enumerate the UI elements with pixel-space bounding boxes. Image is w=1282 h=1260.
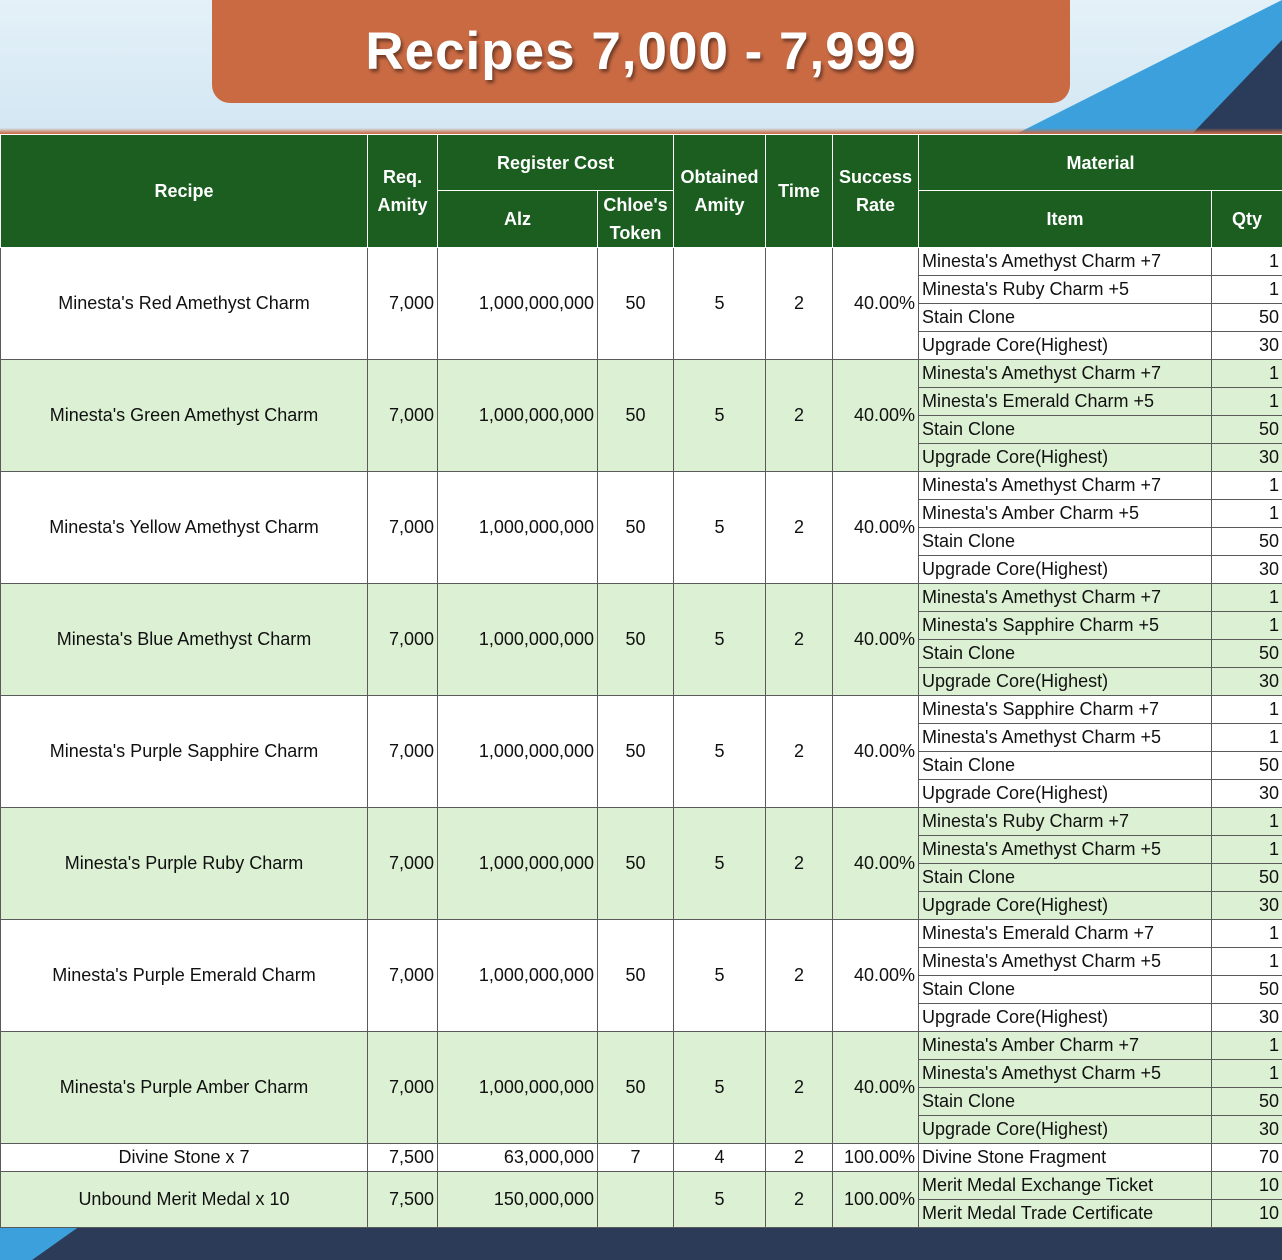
material-item-cell: Minesta's Amethyst Charm +7 — [919, 248, 1212, 276]
table-row — [1, 1032, 1282, 1060]
material-qty-cell: 30 — [1212, 444, 1282, 472]
header-chloe-line2: Token — [609, 223, 662, 243]
material-item-cell: Minesta's Amber Charm +7 — [919, 1032, 1212, 1060]
chloes-token-cell: 50 — [598, 472, 674, 584]
material-item-cell: Minesta's Amber Charm +5 — [919, 500, 1212, 528]
obtained-amity-cell: 5 — [674, 1172, 766, 1228]
recipe-name-cell: Minesta's Purple Amber Charm — [1, 1032, 368, 1144]
table-row — [1, 808, 1282, 836]
time-cell: 2 — [766, 1172, 833, 1228]
recipe-name-cell: Divine Stone x 7 — [1, 1144, 368, 1172]
chloes-token-cell: 50 — [598, 920, 674, 1032]
chloes-token-cell: 50 — [598, 248, 674, 360]
obtained-amity-cell: 5 — [674, 1032, 766, 1144]
header-register-cost: Register Cost — [438, 135, 674, 191]
time-cell: 2 — [766, 472, 833, 584]
recipes-table — [0, 134, 1282, 1228]
material-item-cell: Minesta's Emerald Charm +5 — [919, 388, 1212, 416]
req-amity-cell: 7,000 — [368, 472, 438, 584]
table-row — [1, 696, 1282, 724]
header-item: Item — [919, 191, 1212, 248]
material-item-cell: Minesta's Sapphire Charm +7 — [919, 696, 1212, 724]
table-row — [1, 248, 1282, 276]
material-qty-cell: 10 — [1212, 1200, 1282, 1228]
time-cell: 2 — [766, 360, 833, 472]
material-item-cell: Minesta's Ruby Charm +5 — [919, 276, 1212, 304]
header-success-line1: Success — [838, 167, 913, 187]
material-qty-cell: 10 — [1212, 1172, 1282, 1200]
material-item-cell: Stain Clone — [919, 1088, 1212, 1116]
material-item-cell: Upgrade Core(Highest) — [919, 668, 1212, 696]
req-amity-cell: 7,000 — [368, 248, 438, 360]
material-item-cell: Divine Stone Fragment — [919, 1144, 1212, 1172]
material-item-cell: Minesta's Emerald Charm +7 — [919, 920, 1212, 948]
material-item-cell: Stain Clone — [919, 752, 1212, 780]
header-chloe-line1: Chloe's — [603, 195, 668, 215]
req-amity-cell: 7,500 — [368, 1144, 438, 1172]
material-qty-cell: 1 — [1212, 360, 1282, 388]
success-rate-cell: 40.00% — [833, 584, 919, 696]
obtained-amity-cell: 5 — [674, 920, 766, 1032]
req-amity-cell: 7,000 — [368, 920, 438, 1032]
material-item-cell: Merit Medal Trade Certificate — [919, 1200, 1212, 1228]
material-item-cell: Stain Clone — [919, 864, 1212, 892]
alz-cost-cell: 1,000,000,000 — [438, 808, 598, 920]
page-title: Recipes 7,000 - 7,999 — [365, 22, 917, 81]
header-req-amity-line1: Req. — [382, 167, 422, 187]
req-amity-cell: 7,000 — [368, 696, 438, 808]
material-item-cell: Upgrade Core(Highest) — [919, 892, 1212, 920]
header-req-amity — [368, 135, 438, 248]
material-qty-cell: 1 — [1212, 248, 1282, 276]
material-item-cell: Minesta's Amethyst Charm +7 — [919, 360, 1212, 388]
material-qty-cell: 1 — [1212, 472, 1282, 500]
success-rate-cell: 100.00% — [833, 1172, 919, 1228]
time-cell: 2 — [766, 248, 833, 360]
recipe-name-cell: Minesta's Purple Emerald Charm — [1, 920, 368, 1032]
material-qty-cell: 1 — [1212, 808, 1282, 836]
header-alz: Alz — [438, 191, 598, 248]
success-rate-cell: 100.00% — [833, 1144, 919, 1172]
req-amity-cell: 7,000 — [368, 808, 438, 920]
material-qty-cell: 30 — [1212, 892, 1282, 920]
time-cell: 2 — [766, 808, 833, 920]
table-row — [1, 360, 1282, 388]
table-row — [1, 472, 1282, 500]
success-rate-cell: 40.00% — [833, 696, 919, 808]
material-item-cell: Minesta's Amethyst Charm +5 — [919, 724, 1212, 752]
success-rate-cell: 40.00% — [833, 360, 919, 472]
material-qty-cell: 50 — [1212, 416, 1282, 444]
req-amity-cell: 7,000 — [368, 360, 438, 472]
material-qty-cell: 1 — [1212, 948, 1282, 976]
material-qty-cell: 50 — [1212, 528, 1282, 556]
alz-cost-cell: 1,000,000,000 — [438, 1032, 598, 1144]
material-qty-cell: 1 — [1212, 1060, 1282, 1088]
obtained-amity-cell: 5 — [674, 248, 766, 360]
success-rate-cell: 40.00% — [833, 808, 919, 920]
material-item-cell: Stain Clone — [919, 528, 1212, 556]
chloes-token-cell: 50 — [598, 360, 674, 472]
material-item-cell: Minesta's Amethyst Charm +5 — [919, 948, 1212, 976]
material-qty-cell: 50 — [1212, 1088, 1282, 1116]
material-item-cell: Stain Clone — [919, 304, 1212, 332]
obtained-amity-cell: 4 — [674, 1144, 766, 1172]
recipe-name-cell: Minesta's Blue Amethyst Charm — [1, 584, 368, 696]
material-qty-cell: 1 — [1212, 500, 1282, 528]
header-qty: Qty — [1212, 191, 1282, 248]
req-amity-cell: 7,500 — [368, 1172, 438, 1228]
material-item-cell: Upgrade Core(Highest) — [919, 1004, 1212, 1032]
time-cell: 2 — [766, 1032, 833, 1144]
material-item-cell: Upgrade Core(Highest) — [919, 332, 1212, 360]
obtained-amity-cell: 5 — [674, 472, 766, 584]
background-bottom — [0, 1226, 1282, 1260]
obtained-amity-cell: 5 — [674, 584, 766, 696]
material-item-cell: Stain Clone — [919, 640, 1212, 668]
recipe-name-cell: Minesta's Yellow Amethyst Charm — [1, 472, 368, 584]
chloes-token-cell — [598, 1172, 674, 1228]
header-success-line2: Rate — [855, 195, 895, 215]
obtained-amity-cell: 5 — [674, 696, 766, 808]
header-req-amity-line2: Amity — [377, 195, 428, 215]
success-rate-cell: 40.00% — [833, 472, 919, 584]
material-qty-cell: 30 — [1212, 780, 1282, 808]
header-time: Time — [766, 135, 833, 248]
material-qty-cell: 50 — [1212, 752, 1282, 780]
alz-cost-cell: 150,000,000 — [438, 1172, 598, 1228]
chloes-token-cell: 50 — [598, 584, 674, 696]
material-qty-cell: 50 — [1212, 864, 1282, 892]
recipe-name-cell: Minesta's Purple Sapphire Charm — [1, 696, 368, 808]
table-row — [1, 584, 1282, 612]
material-item-cell: Minesta's Amethyst Charm +7 — [919, 472, 1212, 500]
material-qty-cell: 70 — [1212, 1144, 1282, 1172]
chloes-token-cell: 50 — [598, 696, 674, 808]
recipe-name-cell: Minesta's Red Amethyst Charm — [1, 248, 368, 360]
chloes-token-cell: 50 — [598, 808, 674, 920]
header-obtained-line1: Obtained — [680, 167, 759, 187]
material-item-cell: Minesta's Ruby Charm +7 — [919, 808, 1212, 836]
alz-cost-cell: 1,000,000,000 — [438, 248, 598, 360]
header-obtained-amity — [674, 135, 766, 248]
recipe-name-cell: Minesta's Purple Ruby Charm — [1, 808, 368, 920]
material-qty-cell: 1 — [1212, 388, 1282, 416]
material-qty-cell: 1 — [1212, 612, 1282, 640]
time-cell: 2 — [766, 584, 833, 696]
header-recipe: Recipe — [1, 135, 368, 248]
table-row — [1, 1172, 1282, 1200]
material-qty-cell: 1 — [1212, 1032, 1282, 1060]
alz-cost-cell: 1,000,000,000 — [438, 472, 598, 584]
recipe-name-cell: Unbound Merit Medal x 10 — [1, 1172, 368, 1228]
material-qty-cell: 50 — [1212, 976, 1282, 1004]
alz-cost-cell: 1,000,000,000 — [438, 584, 598, 696]
table-header — [1, 135, 1282, 248]
obtained-amity-cell: 5 — [674, 360, 766, 472]
material-qty-cell: 1 — [1212, 696, 1282, 724]
success-rate-cell: 40.00% — [833, 920, 919, 1032]
chloes-token-cell: 50 — [598, 1032, 674, 1144]
table-row — [1, 1144, 1282, 1172]
alz-cost-cell: 1,000,000,000 — [438, 696, 598, 808]
material-item-cell: Minesta's Amethyst Charm +7 — [919, 584, 1212, 612]
table-row — [1, 920, 1282, 948]
header-success-rate — [833, 135, 919, 248]
material-item-cell: Upgrade Core(Highest) — [919, 444, 1212, 472]
material-item-cell: Upgrade Core(Highest) — [919, 1116, 1212, 1144]
material-qty-cell: 30 — [1212, 556, 1282, 584]
material-qty-cell: 50 — [1212, 304, 1282, 332]
material-item-cell: Upgrade Core(Highest) — [919, 556, 1212, 584]
material-qty-cell: 30 — [1212, 332, 1282, 360]
material-qty-cell: 1 — [1212, 276, 1282, 304]
material-qty-cell: 1 — [1212, 920, 1282, 948]
alz-cost-cell: 1,000,000,000 — [438, 920, 598, 1032]
material-item-cell: Stain Clone — [919, 416, 1212, 444]
title-banner — [212, 0, 1070, 103]
obtained-amity-cell: 5 — [674, 808, 766, 920]
material-qty-cell: 30 — [1212, 1004, 1282, 1032]
req-amity-cell: 7,000 — [368, 584, 438, 696]
material-qty-cell: 1 — [1212, 584, 1282, 612]
req-amity-cell: 7,000 — [368, 1032, 438, 1144]
header-chloes-token — [598, 191, 674, 248]
alz-cost-cell: 63,000,000 — [438, 1144, 598, 1172]
time-cell: 2 — [766, 696, 833, 808]
material-qty-cell: 30 — [1212, 668, 1282, 696]
table-body — [1, 248, 1282, 1228]
material-qty-cell: 1 — [1212, 836, 1282, 864]
material-item-cell: Stain Clone — [919, 976, 1212, 1004]
material-item-cell: Upgrade Core(Highest) — [919, 780, 1212, 808]
success-rate-cell: 40.00% — [833, 248, 919, 360]
material-item-cell: Minesta's Amethyst Charm +5 — [919, 836, 1212, 864]
material-item-cell: Minesta's Amethyst Charm +5 — [919, 1060, 1212, 1088]
chloes-token-cell: 7 — [598, 1144, 674, 1172]
material-qty-cell: 1 — [1212, 724, 1282, 752]
material-qty-cell: 50 — [1212, 640, 1282, 668]
material-item-cell: Minesta's Sapphire Charm +5 — [919, 612, 1212, 640]
header-material: Material — [919, 135, 1282, 191]
recipe-name-cell: Minesta's Green Amethyst Charm — [1, 360, 368, 472]
material-item-cell: Merit Medal Exchange Ticket — [919, 1172, 1212, 1200]
header-obtained-line2: Amity — [694, 195, 745, 215]
material-qty-cell: 30 — [1212, 1116, 1282, 1144]
success-rate-cell: 40.00% — [833, 1032, 919, 1144]
time-cell: 2 — [766, 920, 833, 1032]
time-cell: 2 — [766, 1144, 833, 1172]
alz-cost-cell: 1,000,000,000 — [438, 360, 598, 472]
